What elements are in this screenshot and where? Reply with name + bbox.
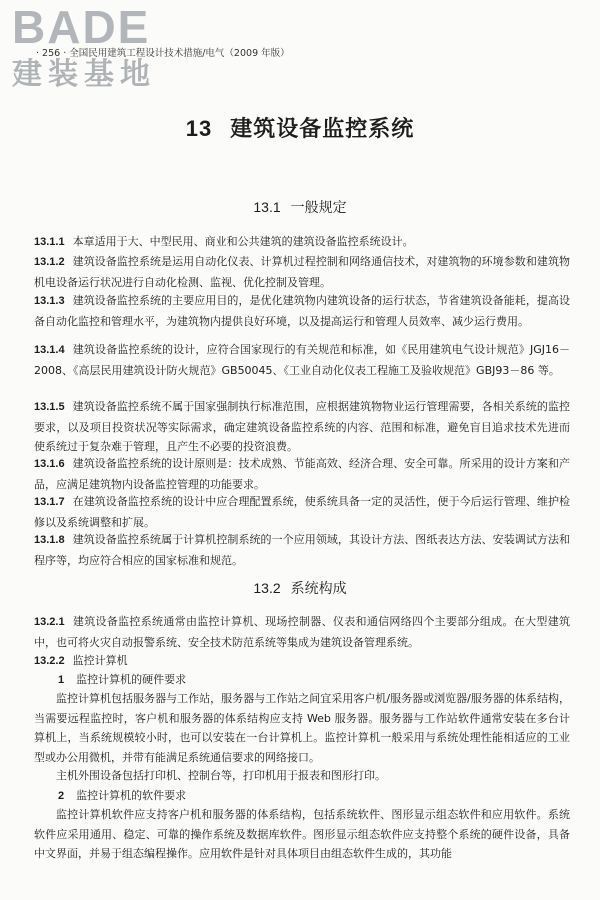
chapter-title bbox=[0, 112, 600, 143]
clause-13-1-6: 13.1.6 建筑设备监控系统的设计原则是：技术成熟、节能高效、经济合理、安全可靠。所采用的设计方案和产品，应满足建筑物内设备监控管理的功能要求。 bbox=[34, 457, 570, 491]
clause-13-1-5: 13.1.5 建筑设备监控系统不属于国家强制执行标准范围，应根据建筑物物业运行管理需要，各相关系统的监控要求，以及项目投资状况等实际需求，确定建筑设备监控系统的内容、范围和标准，避免盲目追求技术先进而使系统过于复杂难于管理，且产生不必要的投资浪费。 bbox=[34, 400, 570, 454]
body-paragraph: 监控计算机包括服务器与工作站，服务器与工作站之间宜采用客户机/服务器或浏览器/服务器的体系结构，当需要远程监控时，客户机和服务器的体系结构应支持 Web 服务器。服务器与工作站软件通常安装在多台计算机上，当系统规模较小时，也可以安装在一台计算机上。监控计算机一般采用与系统处理性能相适应的工业型或办公用微机，并带有能满足系统通信要求的网络接口。 bbox=[34, 692, 570, 764]
clause-13-1-1: 13.1.1 本章适用于大、中型民用、商业和公共建筑的建筑设备监控系统设计。 bbox=[34, 235, 414, 248]
clause-13-1-7: 13.1.7 在建筑设备监控系统的设计中应合理配置系统，使系统具备一定的灵活性，便于今后运行管理、维护检修以及系统调整和扩展。 bbox=[34, 495, 570, 529]
body-paragraph: 监控计算机软件应支持客户机和服务器的体系结构，包括系统软件、图形显示组态软件和应用软件。系统软件应采用通用、稳定、可靠的操作系统及数据库软件。图形显示组态软件应支持整个系统的硬件设备，具备中文界面，并易于组态编程操作。应用软件是针对具体项目由组态软件生成的，其功能 bbox=[34, 808, 570, 861]
section-title-13-1: 13.1 一般规定 bbox=[253, 199, 347, 216]
clause-13-1-8: 13.1.8 建筑设备监控系统属于计算机控制系统的一个应用领域，其设计方法、图纸表达方法、安装调试方法和程序等，均应符合相应的国家标准和规范。 bbox=[34, 533, 570, 567]
clause-13-2-2: 13.2.2 监控计算机 bbox=[34, 654, 128, 667]
clause-13-1-4: 13.1.4 建筑设备监控系统的设计，应符合国家现行的有关规范和标准，如《民用建筑电气设计规范》JGJ16－2008、《高层民用建筑设计防火规范》GB50045、《工业自动化仪表工程施工及验收规范》GBJ93－86 等。 bbox=[34, 343, 570, 377]
chapter-title-text: 建筑设备监控系统 bbox=[230, 117, 415, 142]
chapter-number: 13 bbox=[185, 116, 213, 141]
item-1-heading: 1 监控计算机的硬件要求 bbox=[58, 673, 187, 686]
clause-13-1-2: 13.1.2 建筑设备监控系统是运用自动化仪表、计算机过程控制和网络通信技术，对建筑物的环境参数和建筑物机电设备运行状况进行自动化检测、监视、优化控制及管理。 bbox=[34, 255, 570, 289]
item-2-heading: 2 监控计算机的软件要求 bbox=[58, 789, 187, 802]
clause-13-2-1: 13.2.1 建筑设备监控系统通常由监控计算机、现场控制器、仪表和通信网络四个主要部分组成。在大型建筑中，也可将火灾自动报警系统、安全技术防范系统等集成为建筑设备管理系统。 bbox=[34, 615, 570, 649]
running-header: · 256 · 全国民用建筑工程设计技术措施/电气（2009 年版） bbox=[36, 48, 290, 59]
body-paragraph: 主机外围设备包括打印机、控制台等，打印机用于报表和图形打印。 bbox=[56, 769, 386, 782]
clause-13-1-3: 13.1.3 建筑设备监控系统的主要应用目的，是优化建筑物内建筑设备的运行状态，节省建筑设备能耗，提高设备自动化监控和管理水平，为建筑物内提供良好环境，以及提高运行和管理人员效率、减少运行费用。 bbox=[34, 294, 570, 328]
watermark-logo-latin: BADE bbox=[12, 1, 151, 53]
watermark-logo-chinese: 建装基地 bbox=[12, 57, 156, 92]
section-title-13-2: 13.2 系统构成 bbox=[253, 580, 347, 597]
